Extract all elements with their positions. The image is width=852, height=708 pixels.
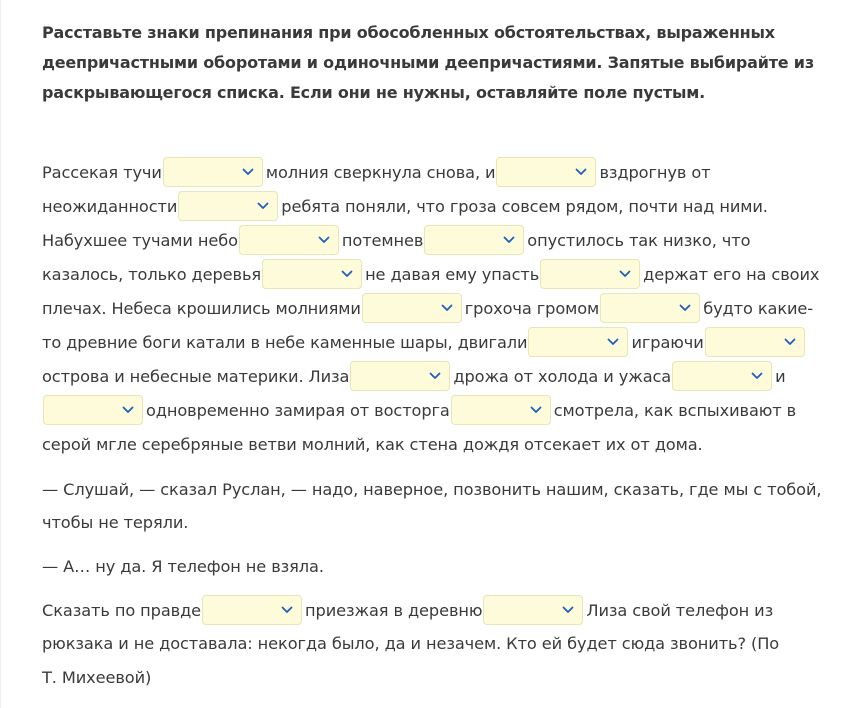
chevron-down-icon: [619, 270, 631, 278]
punctuation-select-5[interactable]: [424, 225, 524, 255]
punctuation-select-1[interactable]: [163, 157, 263, 187]
text-fragment: смотрела, как вспыхивают в: [553, 400, 797, 420]
punctuation-select-6[interactable]: [262, 259, 362, 289]
text-line: [42, 257, 819, 291]
text-fragment: ребята поняли, что гроза совсем рядом, почти над ними.: [281, 196, 768, 216]
text-line: [42, 155, 710, 189]
text-line: [42, 359, 786, 393]
punctuation-select-13[interactable]: [672, 361, 772, 391]
text-fragment: плечах. Небеса крошились молниями: [42, 298, 361, 318]
text-line: [42, 660, 151, 694]
punctuation-select-15[interactable]: [451, 395, 551, 425]
chevron-down-icon: [607, 338, 619, 346]
exercise-instructions: Расставьте знаки препинания при обособленных обстоятельствах, выраженных деепричастными оборотами и одиночными деепричастиями. Запятые выбирайте из раскрывающегося списка. Если они не нужны, оставляйте поле пустым.: [42, 23, 814, 102]
text-fragment: Рассекая тучи: [42, 162, 162, 182]
punctuation-select-16[interactable]: [202, 595, 302, 625]
text-line: [42, 593, 773, 627]
text-fragment: острова и небесные материки. Лиза: [42, 366, 350, 386]
text-fragment: играючи: [631, 332, 704, 352]
text-fragment: будто какие-: [703, 298, 814, 318]
punctuation-select-8[interactable]: [362, 293, 462, 323]
punctuation-select-9[interactable]: [600, 293, 700, 323]
text-line: [42, 626, 779, 660]
text-fragment: грохоча громом: [464, 298, 600, 318]
text-fragment: и: [775, 366, 786, 386]
text-line: [42, 472, 821, 506]
punctuation-select-11[interactable]: [705, 327, 805, 357]
text-fragment: то древние боги катали в небе каменные шары, двигали: [42, 332, 528, 352]
punctuation-select-10[interactable]: [528, 327, 628, 357]
text-fragment: не давая ему упасть: [365, 264, 540, 284]
chevron-down-icon: [503, 236, 515, 244]
chevron-down-icon: [530, 406, 542, 414]
text-line: [42, 505, 188, 539]
chevron-down-icon: [784, 338, 796, 346]
chevron-down-icon: [318, 236, 330, 244]
text-fragment: Т. Михеевой): [42, 667, 152, 687]
text-line: [42, 189, 768, 223]
chevron-down-icon: [281, 606, 293, 614]
chevron-down-icon: [242, 168, 254, 176]
text-fragment: чтобы не теряли.: [42, 512, 189, 532]
punctuation-select-4[interactable]: [239, 225, 339, 255]
text-fragment: Лиза свой телефон из: [586, 600, 774, 620]
text-fragment: — Слушай, — сказал Руслан, — надо, наверное, позвонить нашим, сказать, где мы с тобой,: [42, 479, 822, 499]
chevron-down-icon: [429, 372, 441, 380]
text-line: [42, 291, 813, 325]
text-fragment: — А… ну да. Я телефон не взяла.: [42, 556, 324, 576]
chevron-down-icon: [257, 202, 269, 210]
chevron-down-icon: [441, 304, 453, 312]
text-fragment: опустилось так низко, что: [527, 230, 751, 250]
text-fragment: одновременно замирая от восторга: [146, 400, 450, 420]
punctuation-select-3[interactable]: [178, 191, 278, 221]
chevron-down-icon: [679, 304, 691, 312]
text-fragment: дрожа от холода и ужаса: [453, 366, 672, 386]
punctuation-select-2[interactable]: [496, 157, 596, 187]
text-fragment: приезжая в деревню: [305, 600, 483, 620]
text-fragment: неожиданности: [42, 196, 178, 216]
chevron-down-icon: [562, 606, 574, 614]
chevron-down-icon: [341, 270, 353, 278]
text-line: [42, 549, 324, 583]
punctuation-select-14[interactable]: [43, 395, 143, 425]
text-fragment: Сказать по правде: [42, 600, 202, 620]
text-line: [42, 393, 796, 427]
text-line: [42, 325, 808, 359]
chevron-down-icon: [122, 406, 134, 414]
chevron-down-icon: [751, 372, 763, 380]
text-fragment: держат его на своих: [643, 264, 820, 284]
text-fragment: Набухшее тучами небо: [42, 230, 238, 250]
punctuation-select-7[interactable]: [540, 259, 640, 289]
text-line: [42, 427, 703, 461]
text-fragment: молния сверкнула снова, и: [265, 162, 496, 182]
text-fragment: рюкзака и не доставала: некогда было, да и незачем. Кто ей будет сюда звонить? (По: [42, 633, 780, 653]
text-line: [42, 223, 750, 257]
text-fragment: серой мгле серебряные ветви молний, как стена дождя отсекает их от дома.: [42, 434, 703, 454]
text-fragment: вздрогнув от: [599, 162, 711, 182]
chevron-down-icon: [575, 168, 587, 176]
text-fragment: потемнев: [341, 230, 424, 250]
punctuation-select-12[interactable]: [350, 361, 450, 391]
text-fragment: казалось, только деревья: [42, 264, 262, 284]
punctuation-select-17[interactable]: [483, 595, 583, 625]
